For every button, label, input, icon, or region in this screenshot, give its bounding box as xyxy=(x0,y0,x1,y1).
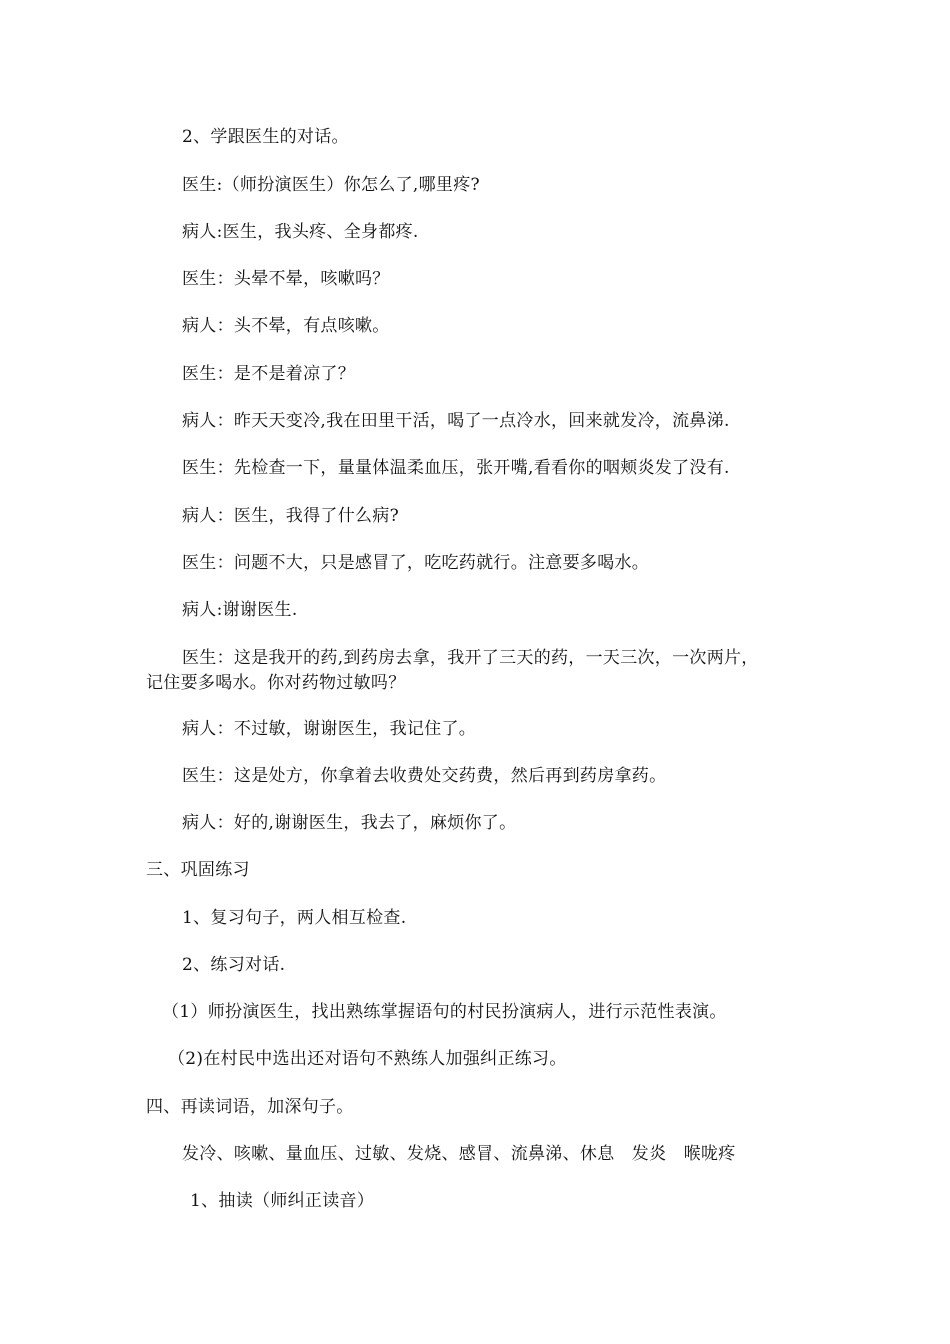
dialogue-line-continuation: 记住要多喝水。你对药物过敏吗？ xyxy=(146,673,406,693)
dialogue-line: 医生：头晕不晕，咳嗽吗？ xyxy=(182,269,390,289)
section-heading-reread: 四、再读词语，加深句子。 xyxy=(146,1097,354,1117)
dialogue-line: 病人：昨天天变冷,我在田里干活，喝了一点冷水，回来就发冷，流鼻涕. xyxy=(182,411,730,431)
reading-item: 1、抽读（师纠正读音） xyxy=(190,1191,375,1211)
dialogue-line: 医生：问题不大，只是感冒了，吃吃药就行。注意要多喝水。 xyxy=(182,553,650,573)
dialogue-line: 医生：先检查一下，量量体温柔血压，张开嘴,看看你的咽颊炎发了没有. xyxy=(182,458,730,478)
dialogue-line: 病人：不过敏，谢谢医生，我记住了。 xyxy=(182,719,477,739)
dialogue-line: 病人:医生，我头疼、全身都疼. xyxy=(182,222,419,242)
practice-item: 1、复习句子，两人相互检查. xyxy=(182,908,407,928)
practice-subitem: （2)在村民中选出还对语句不熟练人加强纠正练习。 xyxy=(168,1049,567,1069)
dialogue-line: 病人:谢谢医生. xyxy=(182,600,298,620)
dialogue-line: 医生：是不是着凉了？ xyxy=(182,364,355,384)
dialogue-line: 病人：医生，我得了什么病? xyxy=(182,506,400,526)
dialogue-line: 医生：这是处方，你拿着去收费处交药费，然后再到药房拿药。 xyxy=(182,766,667,786)
practice-subitem: （1）师扮演医生，找出熟练掌握语句的村民扮演病人，进行示范性表演。 xyxy=(162,1002,727,1022)
section-heading-dialogue: 2、学跟医生的对话。 xyxy=(182,127,349,147)
dialogue-line: 病人：好的,谢谢医生，我去了，麻烦你了。 xyxy=(182,813,517,833)
dialogue-line: 医生:（师扮演医生）你怎么了,哪里疼? xyxy=(182,175,480,195)
dialogue-line: 医生：这是我开的药,到药房去拿，我开了三天的药，一天三次，一次两片， xyxy=(182,648,759,668)
practice-item: 2、练习对话. xyxy=(182,955,286,975)
section-heading-practice: 三、巩固练习 xyxy=(146,860,250,880)
dialogue-line: 病人：头不晕，有点咳嗽。 xyxy=(182,316,390,336)
vocabulary-list: 发冷、咳嗽、量血压、过敏、发烧、感冒、流鼻涕、休息 发炎 喉咙疼 xyxy=(182,1144,736,1164)
